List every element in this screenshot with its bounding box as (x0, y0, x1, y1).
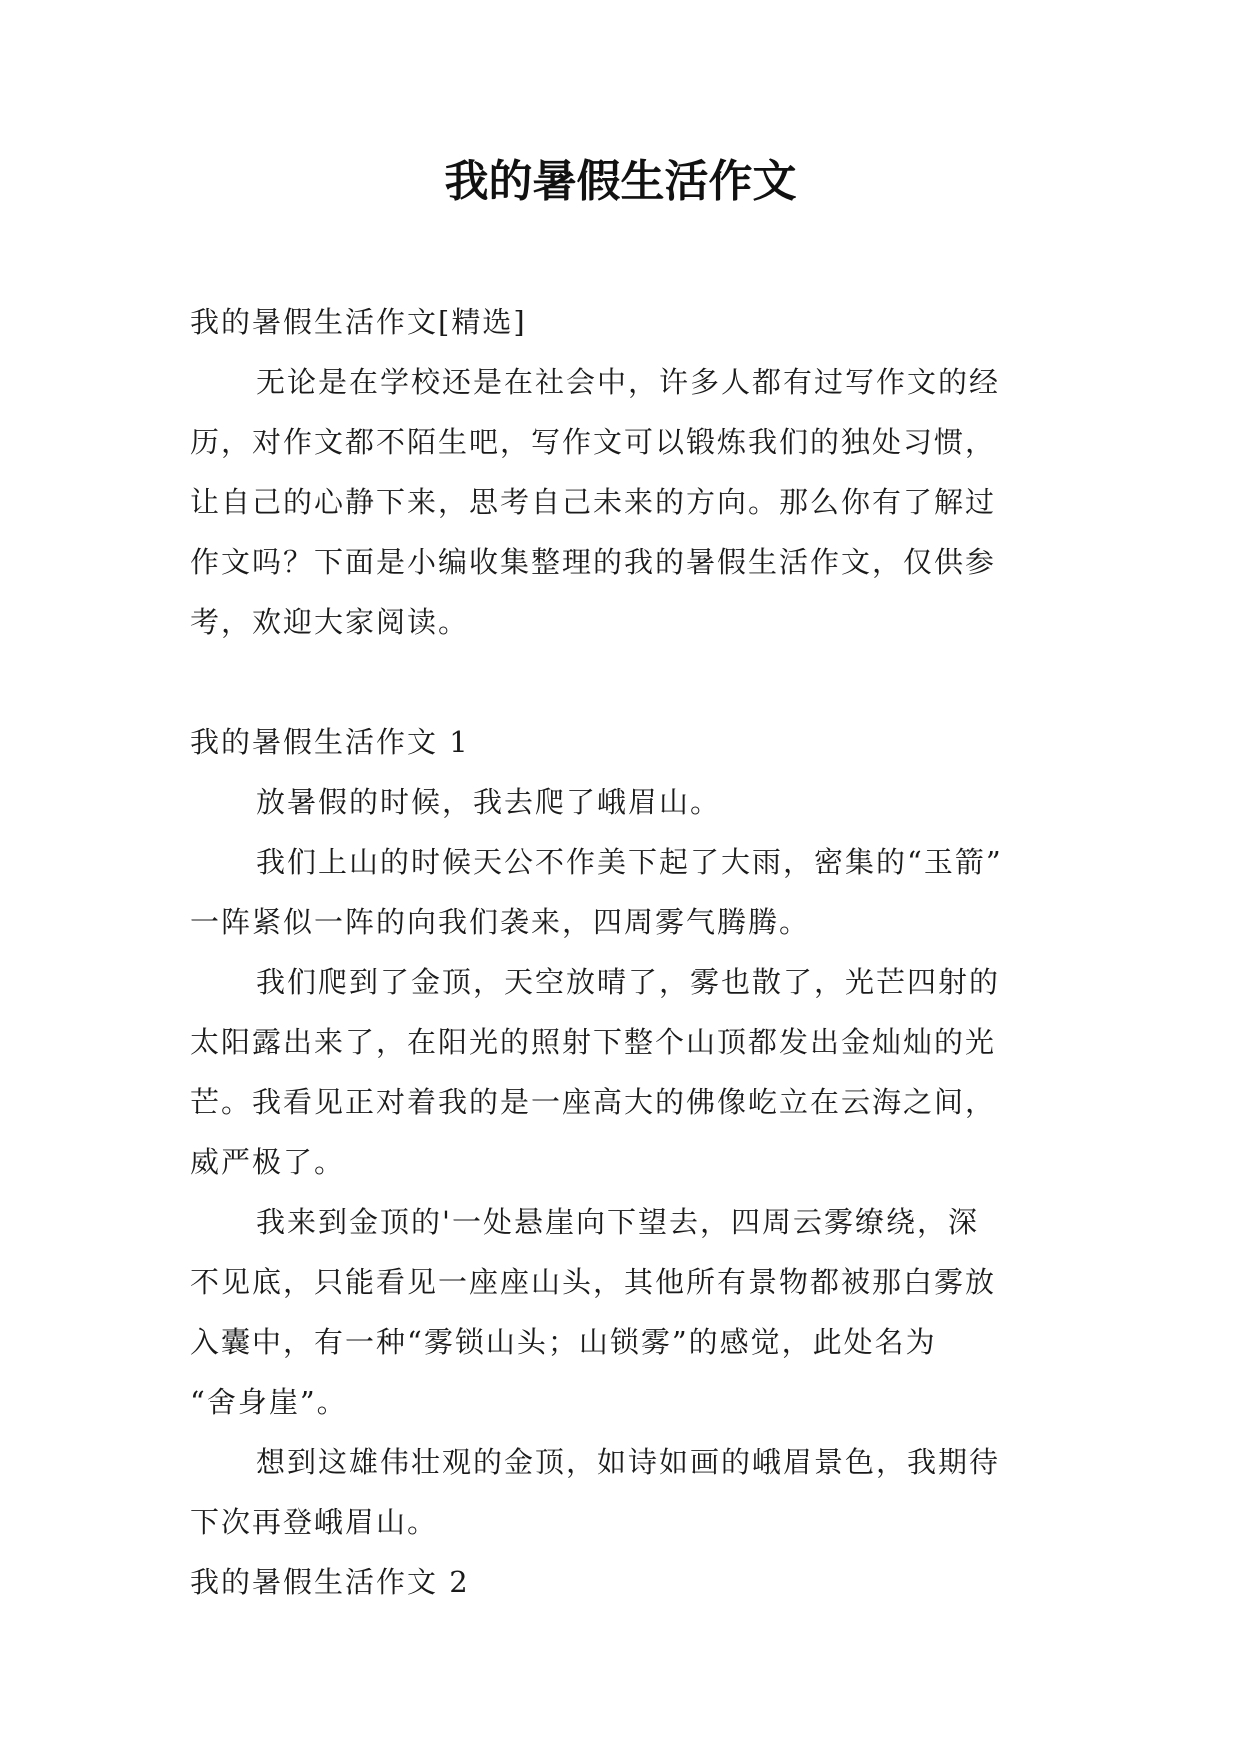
paragraph-line: 历，对作文都不陌生吧，写作文可以锻炼我们的独处习惯， (190, 425, 997, 459)
essay1-paragraph-2 (190, 832, 1060, 952)
section-heading: 我的暑假生活作文 1 (190, 725, 470, 759)
document-body (190, 292, 1060, 1612)
essay1-paragraph-4 (190, 1192, 1060, 1432)
paragraph-line: 威严极了。 (190, 1145, 346, 1179)
paragraph-line: 作文吗？下面是小编收集整理的我的暑假生活作文，仅供参 (190, 545, 997, 579)
essay1-paragraph-3 (190, 952, 1060, 1192)
paragraph-line: 入囊中，有一种“雾锁山头；山锁雾”的感觉，此处名为 (190, 1325, 937, 1359)
section-heading: 我的暑假生活作文 2 (190, 1565, 470, 1599)
paragraph-line: 太阳露出来了，在阳光的照射下整个山顶都发出金灿灿的光 (190, 1025, 997, 1059)
paragraph-line: 无论是在学校还是在社会中，许多人都有过写作文的经 (256, 365, 1001, 399)
paragraph-line: 一阵紧似一阵的向我们袭来，四周雾气腾腾。 (190, 905, 811, 939)
essay1-paragraph-5 (190, 1432, 1060, 1552)
paragraph-line: 让自己的心静下来，思考自己未来的方向。那么你有了解过 (190, 485, 997, 519)
intro-paragraph (190, 352, 1060, 652)
page-title: 我的暑假生活作文 (444, 156, 797, 207)
paragraph-line: 下次再登峨眉山。 (190, 1505, 439, 1539)
paragraph-line: 我来到金顶的'一处悬崖向下望去，四周云雾缭绕，深 (256, 1205, 979, 1239)
paragraph-line: “舍身崖”。 (190, 1385, 348, 1419)
document-subtitle: 我的暑假生活作文[精选] (190, 305, 527, 339)
paragraph-line: 考，欢迎大家阅读。 (190, 605, 470, 639)
blank-line (190, 652, 1060, 712)
paragraph-line: 不见底，只能看见一座座山头，其他所有景物都被那白雾放 (190, 1265, 997, 1299)
essay1-paragraph-1 (190, 772, 1060, 832)
paragraph-line: 放暑假的时候，我去爬了峨眉山。 (256, 785, 722, 819)
paragraph-line: 芒。我看见正对着我的是一座高大的佛像屹立在云海之间， (190, 1085, 997, 1119)
paragraph-line: 我们上山的时候天公不作美下起了大雨，密集的“玉箭” (256, 845, 1003, 879)
paragraph-line: 想到这雄伟壮观的金顶，如诗如画的峨眉景色，我期待 (256, 1445, 1001, 1479)
paragraph-line: 我们爬到了金顶，天空放晴了，雾也散了，光芒四射的 (256, 965, 1001, 999)
